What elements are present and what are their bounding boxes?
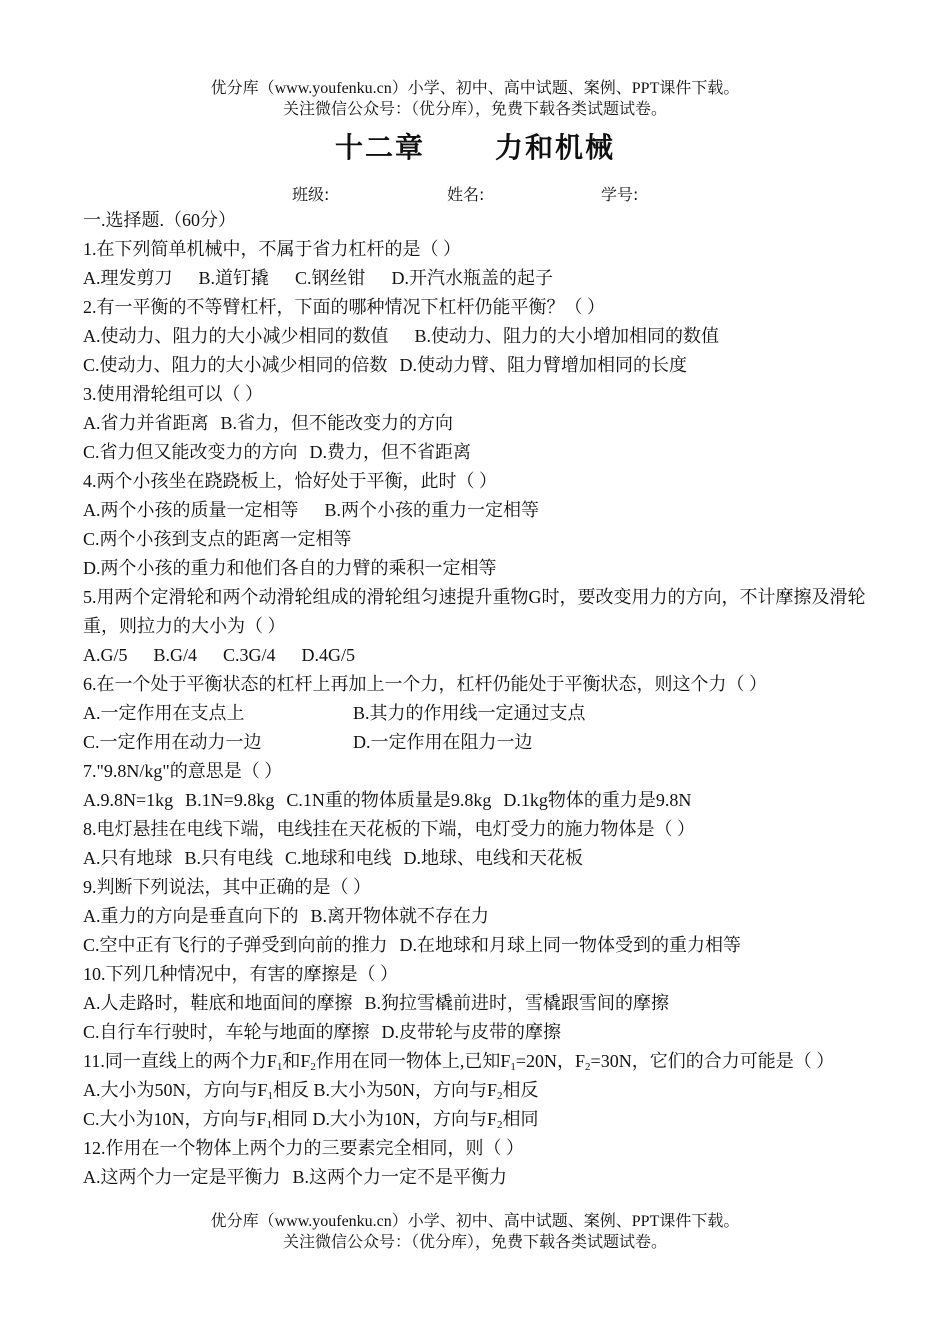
option-a: A.只有地球 — [83, 848, 173, 868]
option-c: C.自行车行驶时，车轮与地面的摩擦 — [83, 1022, 370, 1042]
option-c: C.一定作用在动力一边 — [83, 732, 262, 752]
question-8-options — [83, 844, 873, 873]
option-b: B.离开物体就不存在力 — [310, 906, 490, 926]
class-label: 班级: — [292, 185, 330, 204]
question-3-options-cd — [83, 438, 873, 467]
page-header — [0, 78, 950, 120]
header-line-2: 关注微信公众号：（优分库），免费下载各类试题试卷。 — [282, 101, 667, 118]
option-b: B.G/4 — [153, 645, 198, 665]
subscript: 2 — [310, 1061, 316, 1073]
option-text: 相反 — [273, 1080, 310, 1100]
option-text: C.大小为10N，方向与F — [83, 1109, 267, 1129]
footer-line-2: 关注微信公众号：（优分库），免费下载各类试题试卷。 — [282, 1234, 667, 1251]
question-1-stem: 1.在下列简单机械中，不属于省力杠杆的是（ ） — [83, 239, 461, 259]
stem-text: =30N，它们的合力可能是（ ） — [590, 1051, 835, 1071]
question-8-stem: 8.电灯悬挂在电线下端，电线挂在天花板的下端，电灯受力的施力物体是（ ） — [83, 819, 695, 839]
option-a: A.这两个力一定是平衡力 — [83, 1167, 281, 1187]
option-c: C.地球和电线 — [285, 848, 392, 868]
option-d — [313, 1109, 539, 1129]
option-d: D.在地球和月球上同一物体受到的重力相等 — [399, 935, 742, 955]
footer-line-1: 优分库（www.youfenku.cn）小学、初中、高中试题、案例、PPT课件下载。 — [210, 1213, 740, 1230]
option-a: A.理发剪刀 — [83, 268, 173, 288]
question-11-options-cd — [83, 1105, 873, 1134]
question-2-options-cd — [83, 351, 873, 380]
option-b: B.这两个力一定不是平衡力 — [292, 1167, 508, 1187]
option-c: C.钢丝钳 — [295, 268, 366, 288]
option-d: D.1kg物体的重力是9.8N — [503, 790, 692, 810]
option-a: A.G/5 — [83, 645, 128, 665]
question-12-stem: 12.作用在一个物体上两个力的三要素完全相同，则（ ） — [83, 1138, 524, 1158]
question-7-options — [83, 786, 873, 815]
question-9-options-ab — [83, 902, 873, 931]
option-a: A.使动力、阻力的大小减少相同的数值 — [83, 326, 389, 346]
question-5-stem: 5.用两个定滑轮和两个动滑轮组成的滑轮组匀速提升重物G时，要改变用力的方向，不计摩擦及滑轮重，则拉力的大小为（ ） — [83, 587, 866, 636]
option-b: B.其力的作用线一定通过支点 — [353, 703, 586, 723]
subscript: 2 — [497, 1119, 503, 1131]
option-c: C.空中正有飞行的子弹受到向前的推力 — [83, 935, 388, 955]
option-c: C.省力但又能改变力的方向 — [83, 442, 298, 462]
question-7-stem: 7."9.8N/kg"的意思是（ ） — [83, 761, 283, 781]
question-6-options-ab — [83, 699, 873, 728]
chapter-name: 力和机械 — [495, 131, 616, 164]
option-b: B.1N=9.8kg — [185, 790, 275, 810]
student-number-label: 学号: — [601, 185, 639, 204]
option-text: A.大小为50N，方向与F — [83, 1080, 268, 1100]
subscript: 1 — [510, 1061, 516, 1073]
subscript: 1 — [267, 1090, 274, 1102]
question-10-options-cd — [83, 1018, 873, 1047]
subscript: 2 — [585, 1061, 591, 1073]
option-d: D.一定作用在阻力一边 — [353, 732, 533, 752]
header-line-1: 优分库（www.youfenku.cn）小学、初中、高中试题、案例、PPT课件下载。 — [210, 80, 740, 97]
option-a: A.两个小孩的质量一定相等 — [83, 500, 299, 520]
stem-text: 11.同一直线上的两个力F — [83, 1051, 277, 1071]
name-label: 姓名: — [447, 185, 485, 204]
question-4-option-c: C.两个小孩到支点的距离一定相等 — [83, 529, 352, 549]
question-1-options — [83, 264, 873, 293]
option-text: B.大小为50N，方向与F — [313, 1080, 498, 1100]
option-c: C.3G/4 — [223, 645, 276, 665]
page-footer — [0, 1211, 950, 1253]
option-a: A.省力并省距离 — [83, 413, 209, 433]
question-9-stem: 9.判断下列说法，其中正确的是（ ） — [83, 877, 371, 897]
question-11-stem — [83, 1047, 873, 1076]
option-d: D.费力，但不省距离 — [309, 442, 472, 462]
option-a: A.一定作用在支点上 — [83, 703, 245, 723]
option-text: 相反 — [502, 1080, 539, 1100]
option-text: 相同 — [502, 1109, 539, 1129]
subscript: 1 — [276, 1061, 283, 1073]
option-b: B.省力，但不能改变力的方向 — [220, 413, 454, 433]
question-2-options-ab — [83, 322, 873, 351]
question-2-stem: 2.有一平衡的不等臂杠杆，下面的哪种情况下杠杆仍能平衡？（ ） — [83, 297, 605, 317]
question-11-options-ab — [83, 1076, 873, 1105]
question-5-options — [83, 641, 873, 670]
question-list — [83, 206, 873, 1192]
option-c — [83, 1109, 308, 1129]
option-a: A.9.8N=1kg — [83, 790, 174, 810]
option-c: C.使动力、阻力的大小减少相同的倍数 — [83, 355, 388, 375]
option-b — [314, 1080, 539, 1100]
option-text: 相同 — [272, 1109, 309, 1129]
option-text: D.大小为10N，方向与F — [312, 1109, 498, 1129]
question-4-options-ab — [83, 496, 873, 525]
option-c: C.1N重的物体质量是9.8kg — [286, 790, 492, 810]
option-a: A.重力的方向是垂直向下的 — [83, 906, 299, 926]
option-d: D.使动力臂、阻力臂增加相同的长度 — [399, 355, 688, 375]
stem-text: 作用在同一物体上,已知F — [315, 1051, 511, 1071]
student-info-row — [0, 182, 950, 204]
question-10-stem: 10.下列几种情况中，有害的摩擦是（ ） — [83, 964, 398, 984]
question-4-stem: 4.两个小孩坐在跷跷板上，恰好处于平衡，此时（ ） — [83, 471, 497, 491]
option-b: B.两个小孩的重力一定相等 — [324, 500, 540, 520]
stem-text: 和F — [282, 1051, 311, 1071]
question-10-options-ab — [83, 989, 873, 1018]
option-d: D.皮带轮与皮带的摩擦 — [381, 1022, 562, 1042]
question-12-options-ab — [83, 1163, 873, 1192]
option-b: B.只有电线 — [184, 848, 274, 868]
option-a: A.人走路时，鞋底和地面间的摩擦 — [83, 993, 353, 1013]
question-6-stem: 6.在一个处于平衡状态的杠杆上再加上一个力，杠杆仍能处于平衡状态，则这个力（ ） — [83, 674, 767, 694]
option-d: D.4G/5 — [301, 645, 356, 665]
subscript: 1 — [266, 1119, 273, 1131]
option-a — [83, 1080, 309, 1100]
subscript: 2 — [497, 1090, 503, 1102]
option-d: D.地球、电线和天花板 — [403, 848, 584, 868]
option-b: B.道钉撬 — [198, 268, 270, 288]
question-6-options-cd — [83, 728, 873, 757]
option-b: B.使动力、阻力的大小增加相同的数值 — [414, 326, 720, 346]
question-9-options-cd — [83, 931, 873, 960]
chapter-title — [0, 130, 950, 166]
question-3-stem: 3.使用滑轮组可以（ ） — [83, 384, 263, 404]
option-b: B.狗拉雪橇前进时，雪橇跟雪间的摩擦 — [364, 993, 670, 1013]
section-title: 一.选择题.（60分） — [83, 210, 236, 230]
stem-text: =20N，F — [515, 1051, 586, 1071]
question-3-options-ab — [83, 409, 873, 438]
option-d: D.开汽水瓶盖的起子 — [391, 268, 554, 288]
question-4-option-d: D.两个小孩的重力和他们各自的力臂的乘积一定相等 — [83, 558, 497, 578]
chapter-number: 十二章 — [334, 131, 425, 164]
